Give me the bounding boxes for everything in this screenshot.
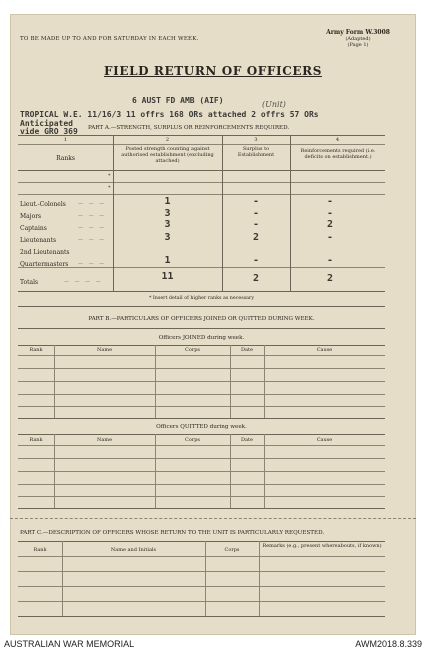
posted-value: 3 xyxy=(164,208,171,219)
quitted-table-top xyxy=(18,434,385,435)
posted-value: 1 xyxy=(164,255,171,266)
col-header-posted: Posted strength counting against authorised establishment (excluding attached) xyxy=(121,146,214,164)
posted-value: 3 xyxy=(164,232,171,243)
joined-col-divider xyxy=(264,345,265,418)
part-a-top-rule xyxy=(18,135,385,136)
star-row-1: * xyxy=(108,173,111,179)
quitted-col-divider xyxy=(230,434,231,508)
part-c-col-name: Name and Initials xyxy=(110,547,157,553)
joined-col-name: Name xyxy=(96,347,113,353)
quitted-col-rank: Rank xyxy=(29,437,43,443)
joined-col-divider xyxy=(230,345,231,418)
part-a-colnum-rule xyxy=(18,144,385,145)
surplus-value: - xyxy=(252,196,260,207)
surplus-value: 2 xyxy=(252,232,260,243)
leader-dashes: — — — xyxy=(78,201,107,207)
rank-label: Majors xyxy=(20,213,42,220)
leader-dashes: — — — xyxy=(78,225,107,231)
surplus-value: - xyxy=(252,208,260,219)
part-c-table-bottom xyxy=(18,616,385,617)
rank-label: 2nd Lieutenants xyxy=(20,249,70,256)
part-a-star-rule2 xyxy=(18,194,385,195)
totals-label: Totals xyxy=(20,279,39,286)
joined-table-top xyxy=(18,345,385,346)
reinf-value: - xyxy=(326,196,334,207)
quitted-col-name: Name xyxy=(96,437,113,443)
rank-label: Quartermasters xyxy=(20,261,69,268)
col-header-ranks: Ranks xyxy=(56,155,75,162)
form-page: (Page 1) xyxy=(347,42,369,48)
caption-accession-number: AWM2018.8.339 xyxy=(355,639,422,649)
quitted-row-rule xyxy=(18,458,385,459)
form-number: Army Form W.3008 xyxy=(326,29,390,36)
quitted-title: Officers QUITTED during week. xyxy=(156,424,247,430)
joined-col-date: Date xyxy=(241,347,253,353)
joined-col-divider xyxy=(54,345,55,418)
part-c-col-remarks: Remarks (e.g., present whereabouts, if known) xyxy=(262,543,382,549)
part-c-col-rank: Rank xyxy=(33,547,47,553)
part-c-heading: PART C.—DESCRIPTION OF OFFICERS WHOSE RETURN TO THE UNIT IS PARTICULARLY REQUESTED. xyxy=(20,530,325,536)
part-a-header-rule xyxy=(18,170,385,171)
totals-surplus: 2 xyxy=(252,273,260,284)
leader-dashes: — — — xyxy=(78,213,107,219)
quitted-col-divider xyxy=(155,434,156,508)
unit-value: 6 AUST FD AMB (AIF) xyxy=(132,96,224,105)
unit-label: (Unit) xyxy=(262,100,286,109)
instruction-text: TO BE MADE UP TO AND FOR SATURDAY IN EACH WEEK. xyxy=(20,36,199,42)
leader-dashes: — — — — xyxy=(64,279,103,285)
reinf-value: - xyxy=(326,232,334,243)
joined-title: Officers JOINED during week. xyxy=(158,335,245,341)
joined-row-rule xyxy=(18,381,385,382)
typed-note-line1: TROPICAL W.E. 11/16/3 11 offrs 168 ORs attached 2 offrs 57 ORs xyxy=(20,110,319,119)
reinf-value: - xyxy=(326,255,334,266)
star-row-2: * xyxy=(108,185,111,191)
part-b-top-rule xyxy=(18,306,385,307)
quitted-col-date: Date xyxy=(241,437,253,443)
quitted-table-bottom xyxy=(18,508,385,509)
part-c-row-rule xyxy=(18,601,385,602)
part-a-star-rule1 xyxy=(18,182,385,183)
reinf-value: 2 xyxy=(326,219,334,230)
colnum-3: 3 xyxy=(254,137,258,143)
part-b-rule xyxy=(18,328,385,329)
joined-col-corps: Corps xyxy=(185,347,200,353)
quitted-col-divider xyxy=(54,434,55,508)
part-a-bottom-rule xyxy=(18,291,385,292)
joined-col-rank: Rank xyxy=(29,347,43,353)
part-c-table-top xyxy=(18,541,385,542)
col-header-reinf: Reinforcements required (i.e. deficits on establishment.) xyxy=(300,148,376,160)
quitted-col-cause: Cause xyxy=(316,437,333,443)
joined-col-divider xyxy=(155,345,156,418)
totals-posted: 11 xyxy=(161,271,174,282)
totals-reinf: 2 xyxy=(326,273,334,284)
rank-label: Lieutenants xyxy=(20,237,57,244)
part-c-col-divider xyxy=(259,541,260,616)
caption-bar xyxy=(0,635,426,653)
part-c-row-rule xyxy=(18,586,385,587)
part-a-totals-rule xyxy=(18,267,385,268)
caption-institution: AUSTRALIAN WAR MEMORIAL xyxy=(4,639,135,649)
leader-dashes: — — — xyxy=(78,237,107,243)
reinf-value: - xyxy=(326,208,334,219)
posted-value: 3 xyxy=(164,219,171,230)
rank-label: Captains xyxy=(20,225,47,232)
part-c-row-rule xyxy=(18,571,385,572)
colnum-2: 2 xyxy=(165,137,170,143)
colnum-1: 1 xyxy=(63,137,68,143)
surplus-value: - xyxy=(252,255,260,266)
joined-row-rule xyxy=(18,394,385,395)
part-b-heading: PART B.—PARTICULARS OF OFFICERS JOINED OR QUITTED DURING WEEK. xyxy=(88,316,315,322)
typed-note-line2a: Anticipated xyxy=(20,119,73,128)
form-title: FIELD RETURN OF OFFICERS xyxy=(104,64,322,78)
part-a-footnote: * Insert detail of higher ranks as necessary xyxy=(148,296,255,301)
part-c-col-corps: Corps xyxy=(224,547,240,553)
surplus-value: - xyxy=(252,219,260,230)
part-c-header-rule xyxy=(18,556,385,557)
rank-label: Lieut.-Colonels xyxy=(20,201,66,208)
part-a-heading: PART A.—STRENGTH, SURPLUS OR REINFORCEMENTS REQUIRED. xyxy=(88,125,290,131)
quitted-col-divider xyxy=(264,434,265,508)
quitted-row-rule xyxy=(18,484,385,485)
joined-col-cause: Cause xyxy=(316,347,333,353)
quitted-header-rule xyxy=(18,445,385,446)
form-adapted: (Adapted) xyxy=(345,36,371,42)
joined-table-bottom xyxy=(18,418,385,419)
colnum-4: 4 xyxy=(335,137,340,143)
joined-header-rule xyxy=(18,355,385,356)
typed-note-line2b: vide GRO 369 xyxy=(20,127,78,136)
quitted-row-rule xyxy=(18,471,385,472)
joined-row-rule xyxy=(18,368,385,369)
fold-line xyxy=(10,518,416,519)
quitted-col-corps: Corps xyxy=(185,437,200,443)
posted-value: 1 xyxy=(164,196,171,207)
joined-row-rule xyxy=(18,406,385,407)
leader-dashes: — — — xyxy=(78,261,107,267)
col-header-surplus: Surplus to Establishment xyxy=(237,146,275,158)
quitted-row-rule xyxy=(18,496,385,497)
